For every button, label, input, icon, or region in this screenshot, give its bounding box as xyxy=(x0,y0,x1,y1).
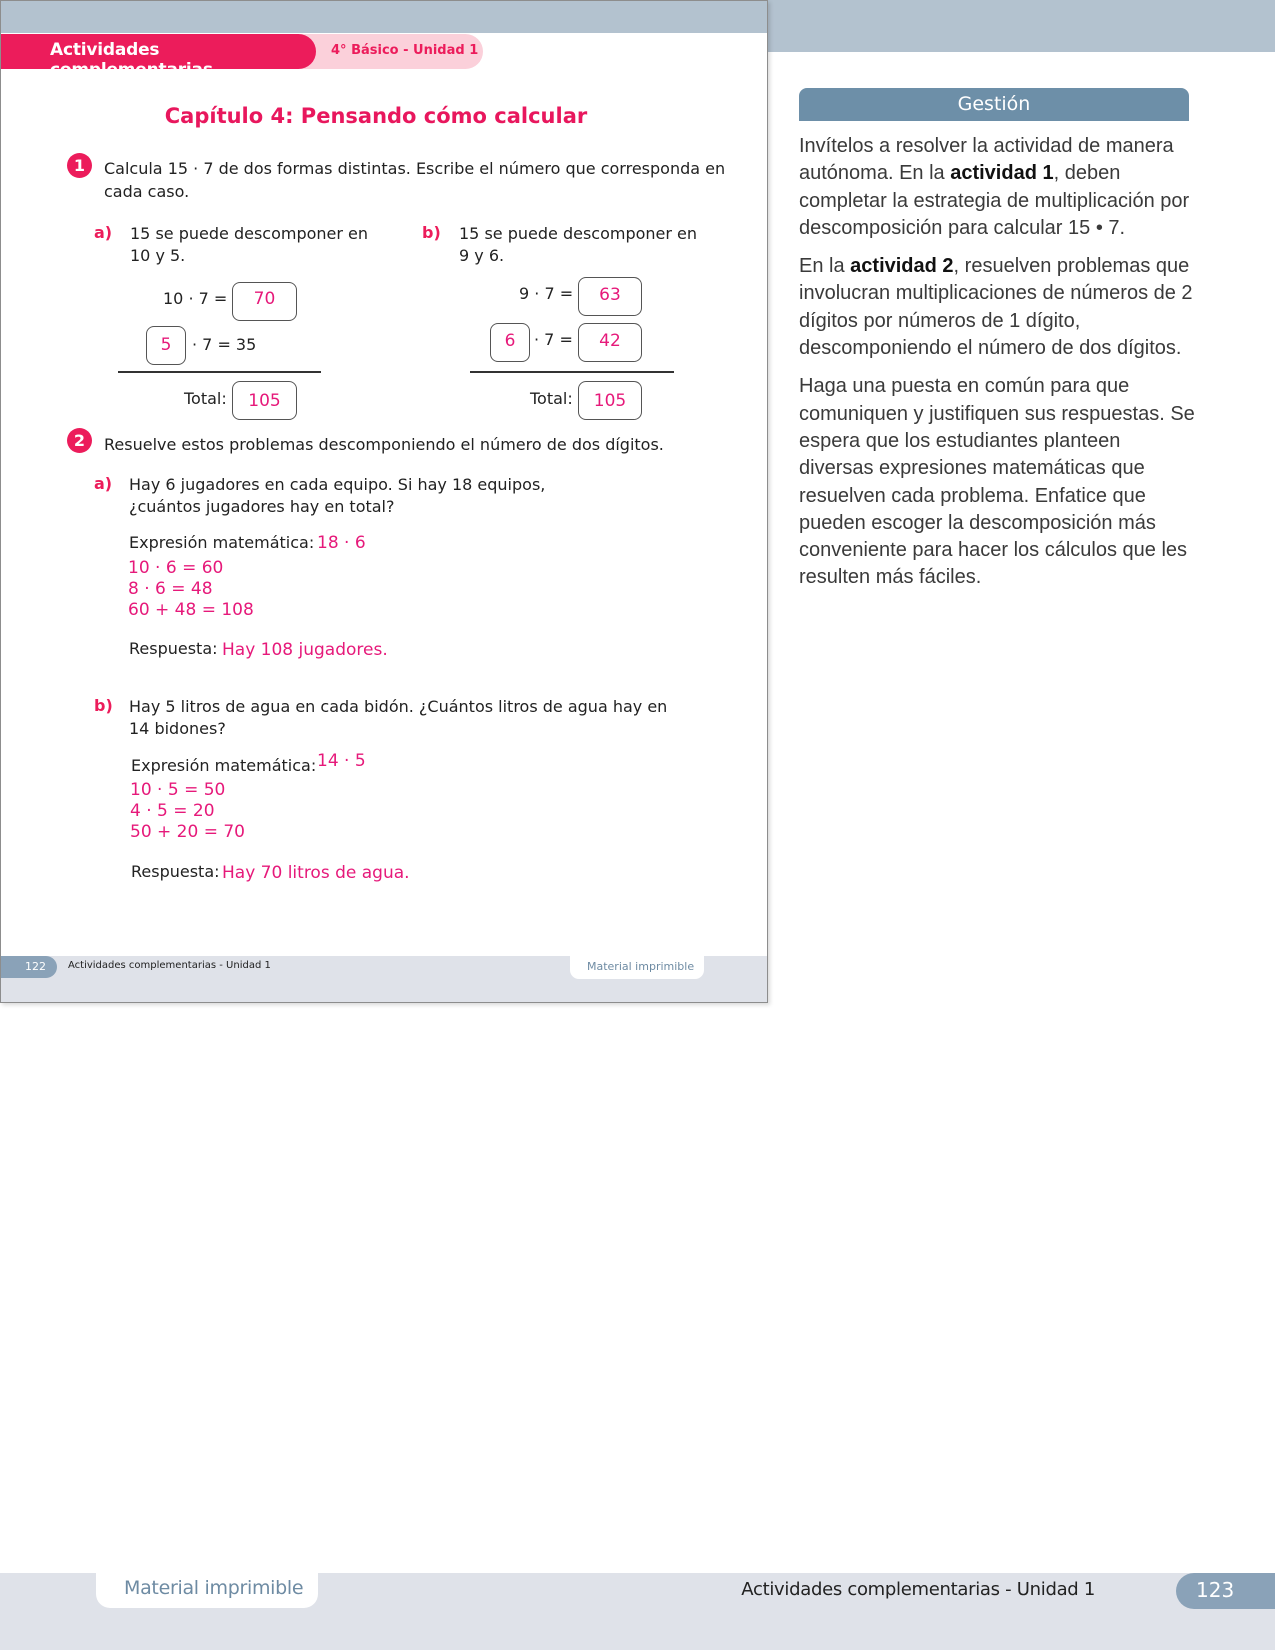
student-worksheet xyxy=(0,0,768,1003)
activity-1a-row2-answer-box[interactable]: 5 xyxy=(146,326,186,365)
chapter-title: Capítulo 4: Pensando cómo calcular xyxy=(164,104,588,128)
student-footer-tab: Material imprimible xyxy=(570,956,704,979)
activity-2a-question-cont: ¿cuántos jugadores hay en total? xyxy=(129,497,395,516)
section-banner: Actividades complementarias xyxy=(1,34,316,69)
activity-2b-question-cont: 14 bidones? xyxy=(129,719,226,738)
gestion-paragraph-3: Haga una puesta en común para que comuniquen y justifiquen sus respuestas. Se espera que los estudiantes planteen diversas expresiones matemáticas que resuelven cada problema. Enfatice que pueden escoger la descomposición más conveniente para hacer los cálculos que les resulten más fáciles. xyxy=(799,375,1195,589)
activity-2b-expression-label: Expresión matemática: xyxy=(131,756,317,775)
divider-line xyxy=(118,371,321,373)
activity-2b-label: b) xyxy=(94,696,113,715)
footer-material-tab: Material imprimible xyxy=(96,1573,318,1608)
activity-1a-row1-expression: 10 · 7 = xyxy=(163,289,228,308)
activity-2b-question: Hay 5 litros de agua en cada bidón. ¿Cuántos litros de agua hay en xyxy=(129,697,668,716)
activity-1b-row2-factor-box[interactable]: 6 xyxy=(490,323,530,362)
activity-2a-answer-label: Respuesta: xyxy=(129,639,218,658)
gestion-paragraph-2: En la actividad 2, resuelven problemas que involucran multiplicaciones de números de 2 dígitos por números de 1 dígito, descomponiendo el número de dos dígitos. xyxy=(799,255,1193,360)
divider-line xyxy=(470,371,674,373)
student-top-band xyxy=(1,1,767,33)
activity-1b-row2-answer-box[interactable]: 42 xyxy=(578,323,642,362)
gestion-paragraph-1: Invítelos a resolver la actividad de manera autónoma. En la actividad 1, deben completar la estrategia de multiplicación por descomposición para calcular 15 • 7. xyxy=(799,135,1190,239)
activity-1a-total-box[interactable]: 105 xyxy=(232,381,297,420)
activity-1-number: 1 xyxy=(67,153,92,178)
activity-2b-answer[interactable]: Hay 70 litros de agua. xyxy=(222,863,410,883)
activity-1-instruction: Calcula 15 · 7 de dos formas distintas. Escribe el número que corresponda en xyxy=(104,159,726,178)
activity-1-instruction-cont: cada caso. xyxy=(104,182,190,201)
activity-2-instruction: Resuelve estos problemas descomponiendo el número de dos dígitos. xyxy=(104,435,664,454)
activity-2a-expression-label: Expresión matemática: xyxy=(129,533,315,552)
activity-2a-expression[interactable]: 18 · 6 xyxy=(317,533,366,553)
gestion-text xyxy=(799,133,1199,603)
activity-1b-text: 15 se puede descomponer en xyxy=(459,224,698,243)
activity-1b-label: b) xyxy=(422,223,441,242)
activity-1a-row2-expression: · 7 = 35 xyxy=(192,335,257,354)
gestion-header: Gestión xyxy=(799,88,1189,121)
activity-2a-work-line: 60 + 48 = 108 xyxy=(128,600,254,620)
activity-1b-total-label: Total: xyxy=(530,389,573,408)
activity-2a-work-line: 10 · 6 = 60 xyxy=(128,558,224,578)
activity-2b-answer-label: Respuesta: xyxy=(131,862,220,881)
activity-2b-work-line: 10 · 5 = 50 xyxy=(130,780,226,800)
activity-1b-text-cont: 9 y 6. xyxy=(459,246,505,265)
activity-2b-expression[interactable]: 14 · 5 xyxy=(317,751,366,771)
activity-2-number: 2 xyxy=(67,428,92,453)
student-footer-title: Actividades complementarias - Unidad 1 xyxy=(68,960,271,971)
footer-title: Actividades complementarias - Unidad 1 xyxy=(741,1579,1095,1600)
activity-1b-row2-expression: · 7 = xyxy=(534,330,573,349)
activity-1a-row1-answer-box[interactable]: 70 xyxy=(232,282,297,321)
level-banner: 4° Básico - Unidad 1 xyxy=(291,34,483,69)
activity-2b-work-line: 4 · 5 = 20 xyxy=(130,801,215,821)
activity-1a-total-label: Total: xyxy=(184,389,227,408)
activity-1b-total-box[interactable]: 105 xyxy=(578,381,642,420)
activity-2b-work-line: 50 + 20 = 70 xyxy=(130,822,245,842)
activity-2a-answer[interactable]: Hay 108 jugadores. xyxy=(222,640,388,660)
activity-1a-text: 15 se puede descomponer en xyxy=(130,224,369,243)
activity-1b-row1-answer-box[interactable]: 63 xyxy=(578,277,642,316)
activity-1a-text-cont: 10 y 5. xyxy=(130,246,186,265)
activity-2a-label: a) xyxy=(94,474,113,493)
activity-1b-row1-expression: 9 · 7 = xyxy=(519,284,574,303)
footer-page-number: 123 xyxy=(1176,1573,1275,1609)
activity-2a-question: Hay 6 jugadores en cada equipo. Si hay 18 equipos, xyxy=(129,475,546,494)
activity-1a-label: a) xyxy=(94,223,113,242)
activity-2a-work-line: 8 · 6 = 48 xyxy=(128,579,213,599)
student-page-number: 122 xyxy=(1,956,57,978)
